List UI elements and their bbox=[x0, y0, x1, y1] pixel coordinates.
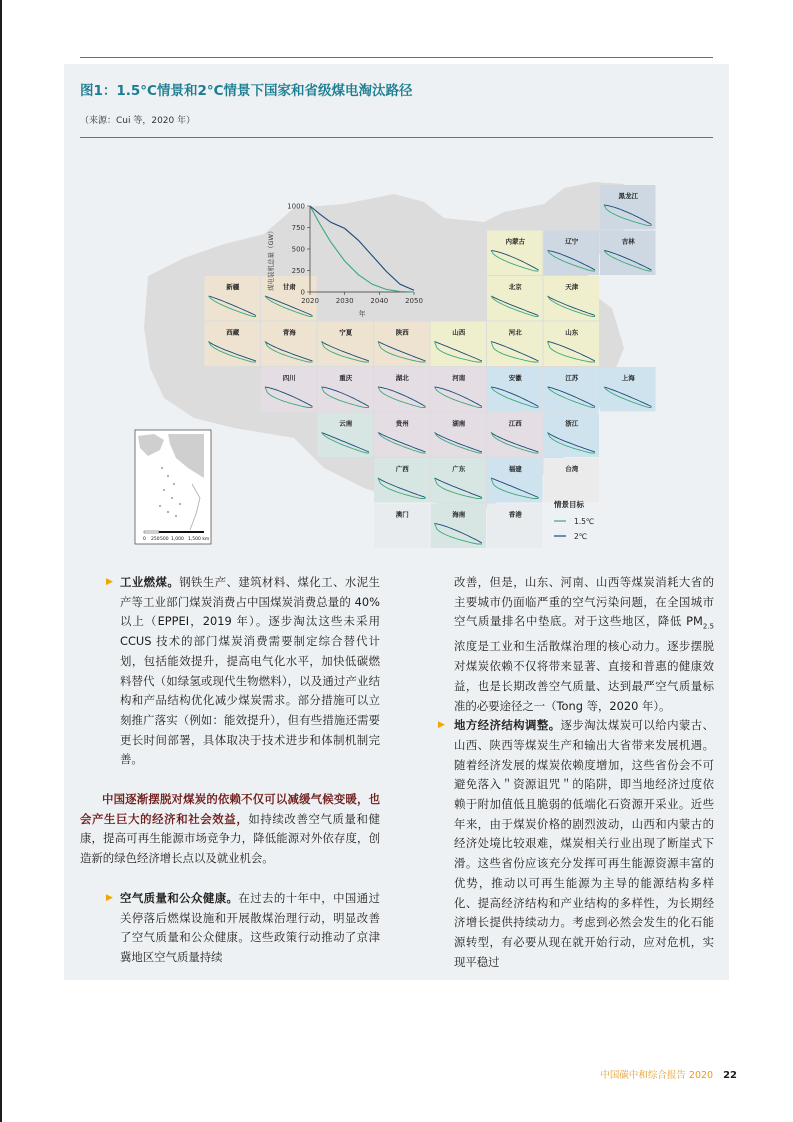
province-tile bbox=[487, 458, 543, 503]
province-tile bbox=[318, 413, 374, 458]
bullet-air-quality bbox=[80, 889, 380, 968]
legend-label-2: 2℃ bbox=[574, 532, 588, 541]
bullet-triangle-icon: ▶ bbox=[106, 577, 113, 587]
province-name: 河南 bbox=[452, 374, 466, 382]
left-column bbox=[80, 573, 380, 968]
province-name: 广西 bbox=[395, 465, 409, 473]
bullet-local-economy-head: 地方经济结构调整。 bbox=[454, 718, 561, 733]
province-name: 河北 bbox=[508, 328, 522, 337]
bullet-triangle-icon: ▶ bbox=[438, 720, 445, 731]
x-tick-label: 2050 bbox=[405, 297, 423, 305]
province-tile bbox=[374, 458, 430, 503]
province-tile bbox=[600, 367, 656, 412]
x-tick-label: 2020 bbox=[301, 297, 319, 305]
province-tile bbox=[600, 231, 656, 276]
page-footer bbox=[600, 1067, 737, 1081]
bullet-air-quality-text bbox=[120, 889, 380, 968]
province-name: 香港 bbox=[508, 510, 522, 519]
province-phaseout-figure bbox=[64, 138, 729, 560]
province-tile bbox=[544, 458, 600, 503]
province-name: 湖南 bbox=[452, 419, 466, 428]
province-name: 贵州 bbox=[395, 419, 409, 428]
province-name: 西藏 bbox=[226, 328, 240, 337]
province-name: 天津 bbox=[565, 283, 579, 291]
province-name: 甘肃 bbox=[282, 283, 296, 291]
bullet-local-economy bbox=[438, 716, 714, 972]
province-name: 湖北 bbox=[395, 374, 409, 382]
right-column bbox=[438, 573, 714, 972]
scale-label-1500: 1,500 km bbox=[188, 537, 210, 542]
province-tile bbox=[318, 367, 374, 412]
province-tile bbox=[544, 231, 600, 276]
province-name: 台湾 bbox=[565, 465, 579, 473]
air-quality-continued: 改善，但是，山东、河南、山西等煤炭消耗大省的主要城市仍面临严重的空气污染问题，在全国城市空气质量排名中垫底。对于这些地区，降低 $PM_{2.5}$ 浓度是工业和生活散煤治理的核心动力。逐步摆脱对煤炭依赖不仅将带来显著、直接和普惠的健康效益，也是长期改善空气质量、达到最严空气质量标准的必要途径之一（Tong 等，2020 年）。 bbox=[454, 575, 714, 713]
page-edge-line bbox=[0, 0, 2, 1122]
summary-paragraph-head: 中国逐渐摆脱对煤炭的依赖不仅可以减缓气候变暖，也会产生巨大的经济和社会效益， bbox=[80, 792, 380, 826]
south-china-sea-inset bbox=[135, 430, 211, 544]
province-tile bbox=[487, 413, 543, 458]
x-tick-label: 2040 bbox=[370, 297, 389, 305]
pm25-subscript: 2.5 bbox=[702, 622, 714, 631]
y-tick-label: 500 bbox=[291, 245, 305, 254]
province-tile bbox=[205, 276, 261, 321]
province-name: 吉林 bbox=[621, 237, 635, 246]
province-name: 澳门 bbox=[395, 510, 409, 519]
province-name: 山西 bbox=[452, 328, 466, 337]
province-tile bbox=[431, 458, 487, 503]
province-tile bbox=[431, 322, 487, 367]
province-name: 山东 bbox=[565, 328, 579, 337]
province-name: 四川 bbox=[282, 374, 296, 382]
province-name: 云南 bbox=[339, 419, 353, 428]
province-name: 重庆 bbox=[339, 374, 353, 382]
bullet-industrial-coal-text bbox=[120, 573, 380, 770]
province-tile bbox=[374, 367, 430, 412]
province-tile bbox=[431, 367, 487, 412]
province-name: 安徽 bbox=[508, 374, 522, 382]
header-rule bbox=[80, 57, 713, 58]
bullet-air-quality-body: 在过去的十年中，中国通过关停落后燃煤设施和开展散煤治理行动，明显改善了空气质量和公众健康。这些政策行动推动了京津冀地区空气质量持续 bbox=[120, 890, 380, 964]
province-tile bbox=[374, 322, 430, 367]
province-tile bbox=[544, 322, 600, 367]
province-name: 上海 bbox=[621, 374, 635, 382]
province-tile bbox=[205, 322, 261, 367]
province-name: 广东 bbox=[452, 465, 466, 473]
province-tile bbox=[487, 231, 543, 276]
y-tick-label: 250 bbox=[291, 267, 305, 275]
x-tick-label: 2030 bbox=[335, 297, 354, 305]
province-name: 江西 bbox=[508, 419, 522, 428]
province-name: 黑龙江 bbox=[618, 192, 638, 200]
footer-report-title: 中国碳中和综合报告 2020 bbox=[600, 1070, 714, 1081]
province-tile bbox=[261, 367, 317, 412]
province-name: 浙江 bbox=[565, 419, 579, 428]
y-tick-label: 750 bbox=[291, 224, 305, 232]
province-tile bbox=[431, 504, 487, 549]
scale-label-250: 250 bbox=[151, 537, 160, 542]
province-tile bbox=[487, 276, 543, 321]
bullet-industrial-coal-head: 工业燃煤。 bbox=[120, 575, 180, 589]
national-chart-ylabel: 煤电装机总量（GW） bbox=[267, 227, 275, 291]
y-tick-label: 1000 bbox=[287, 202, 305, 211]
province-name: 福建 bbox=[508, 465, 522, 473]
bullet-air-quality-head: 空气质量和公众健康。 bbox=[120, 890, 239, 905]
province-tile bbox=[487, 367, 543, 412]
province-name: 新疆 bbox=[226, 283, 240, 291]
province-name: 陕西 bbox=[395, 328, 409, 337]
bullet-industrial-coal bbox=[80, 573, 380, 770]
legend-label-1p5: 1.5℃ bbox=[574, 517, 595, 526]
province-tile bbox=[487, 504, 543, 549]
province-tile bbox=[261, 322, 317, 367]
scale-label-1000: 1,000 bbox=[171, 537, 184, 542]
scale-label-0: 0 bbox=[143, 537, 146, 542]
figure-title: 图1：1.5°C情景和2°C情景下国家和省级煤电淘汰路径 bbox=[80, 83, 413, 99]
province-tile bbox=[544, 413, 600, 458]
province-tile bbox=[544, 276, 600, 321]
bullet-industrial-coal-body: 钢铁生产、建筑材料、煤化工、水泥生产等工业部门煤炭消费占中国煤炭消费总量的 40% 以上（EPPEI，2019 年）。逐步淘汰这些未采用 CCUS 技术的部门煤炭消费需要制定综合替代计划，包括能效提升，提高电气化水平，加快低碳燃料替代（如绿氢或现代生物燃料），以及通过产业结构和产品结构优化减少煤炭需求。部分措施可以立刻推广落实（例如：能效提升），但有些措施还需要更长时间部署，具体取决于技术进步和体制机制完善。 bbox=[120, 575, 380, 767]
province-tile bbox=[374, 504, 430, 549]
province-name: 辽宁 bbox=[565, 237, 579, 246]
province-tile bbox=[487, 322, 543, 367]
province-tile bbox=[431, 413, 487, 458]
figure-source: （来源：Cui 等，2020 年） bbox=[80, 116, 196, 126]
province-tile bbox=[600, 185, 656, 230]
scale-label-500: 500 bbox=[160, 537, 169, 542]
legend bbox=[553, 499, 594, 541]
legend-title: 情景目标 bbox=[554, 500, 584, 509]
summary-paragraph-body: 如持续改善空气质量和健康，提高可再生能源市场竞争力，降低能源对外依存度，创造新的绿色经济增长点以及就业机会。 bbox=[80, 811, 380, 866]
province-name: 内蒙古 bbox=[505, 237, 525, 246]
bullet-local-economy-text bbox=[454, 716, 714, 972]
province-name: 北京 bbox=[508, 283, 522, 291]
bullet-triangle-icon: ▶ bbox=[106, 892, 113, 903]
bullet-local-economy-body: 逐步淘汰煤炭可以给内蒙古、山西、陕西等煤炭生产和输出大省带来发展机遇。随着经济发展的煤炭依赖度增加，这些省份会不可避免落入＂资源诅咒＂的陷阱，即当地经济过度依赖于附加值低且脆弱的低端化石资源开采业。近些年来，由于煤炭价格的剧烈波动，山西和内蒙古的经济处境比较艰难，煤炭相关行业出现了断崖式下滑。这些省份应该充分发挥可再生能源资源丰富的优势，推动以可再生能源为主导的能源结构多样化、提高经济结构和产业结构的多样性，为长期经济增长提供持续动力。考虑到必然会发生的化石能源转型，有必要从现在就开始行动，应对危机，实现平稳过 bbox=[454, 718, 714, 969]
province-tile bbox=[544, 367, 600, 412]
national-chart-xlabel: 年 bbox=[358, 310, 366, 318]
province-name: 海南 bbox=[452, 510, 466, 519]
page-number: 22 bbox=[723, 1070, 737, 1081]
province-tile bbox=[318, 322, 374, 367]
province-name: 江苏 bbox=[565, 374, 579, 382]
province-tile bbox=[374, 413, 430, 458]
y-tick-label: 0 bbox=[300, 288, 305, 297]
summary-paragraph bbox=[80, 790, 380, 869]
province-name: 青海 bbox=[282, 328, 296, 337]
province-name: 宁夏 bbox=[339, 328, 353, 337]
